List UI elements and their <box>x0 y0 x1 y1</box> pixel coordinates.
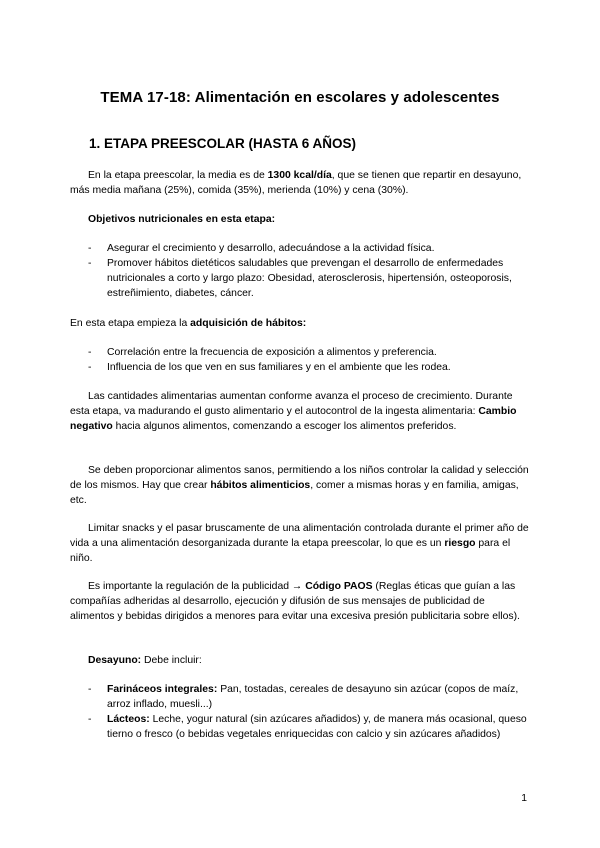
snacks-text: Limitar snacks y el pasar bruscamente de una alimentación controlada durante el primer año de vida a una alimentación desorganizada durante la etapa preescolar, lo que es un <box>70 523 529 549</box>
dash-bullet: - <box>88 362 92 373</box>
intro-text: En la etapa preescolar, la media es de <box>88 170 268 181</box>
paos-text: Es importante la regulación de la publicidad → <box>88 581 306 592</box>
snacks-text-end: para el niño. <box>70 538 511 564</box>
intro-kcal: 1300 kcal/día <box>267 170 332 181</box>
healthy-paragraph <box>70 463 532 508</box>
paos-paragraph <box>70 579 532 624</box>
habits-bold: adquisición de hábitos: <box>190 318 307 329</box>
paos-text-end: (Reglas éticas que guían a las compañías adheridas al desarrollo, ejecución y difusión de sus mensajes de publicidad de alimentos y bebidas dirigidos a menores para evitar una excesiva presión publicitaria sobre ellos). <box>70 581 520 622</box>
healthy-text-end: , comer a mismas horas y en familia, amigas, etc. <box>70 480 519 506</box>
objectives-heading: Objetivos nutricionales en esta etapa: <box>88 214 276 225</box>
breakfast-text: Debe incluir: <box>141 655 202 666</box>
list-item-text: Correlación entre la frecuencia de exposición a alimentos y preferencia. <box>107 347 437 358</box>
habits-paragraph <box>70 316 532 331</box>
list-item-text: Pan, tostadas, cereales de desayuno sin azúcar (copos de maíz, arroz inflado, muesli...) <box>107 684 519 710</box>
list-item <box>88 345 528 360</box>
list-item <box>88 682 528 712</box>
quantities-paragraph <box>70 389 532 434</box>
list-item-bold: Lácteos: <box>107 714 150 725</box>
section-heading: 1. ETAPA PREESCOLAR (HASTA 6 AÑOS) <box>89 136 357 151</box>
list-item <box>88 360 528 375</box>
page-title: TEMA 17-18: Alimentación en escolares y adolescentes <box>100 89 500 106</box>
breakfast-heading <box>88 653 202 668</box>
intro-paragraph <box>70 168 532 198</box>
quantities-text: Las cantidades alimentarias aumentan conforme avanza el proceso de crecimiento. Durante esta etapa, va madurando el gusto alimentario y el autocontrol de la ingesta alimentaria: <box>70 391 513 417</box>
paos-bold: Código PAOS <box>305 581 373 592</box>
dash-bullet: - <box>88 684 92 695</box>
list-item <box>88 256 528 301</box>
breakfast-bold: Desayuno: <box>88 655 142 666</box>
dash-bullet: - <box>88 347 92 358</box>
healthy-text: Se deben proporcionar alimentos sanos, permitiendo a los niños controlar la calidad y selección de los mismos. Hay que crear <box>70 465 529 491</box>
habits-list <box>88 345 528 375</box>
dash-bullet: - <box>88 714 92 725</box>
list-item-text: Promover hábitos dietéticos saludables que prevengan el desarrollo de enfermedades nutricionales a corto y largo plazo: Obesidad, aterosclerosis, hipertensión, osteoporosis, estreñimiento, diabetes, cáncer. <box>107 258 512 299</box>
list-item-bold: Farináceos integrales: <box>107 684 218 695</box>
list-item-text: Leche, yogur natural (sin azúcares añadidos) y, de manera más ocasional, queso tierno o fresco (o bebidas vegetales enriquecidas con calcio y sin azúcares añadidos) <box>107 714 527 740</box>
list-item <box>88 712 528 742</box>
list-item <box>88 241 528 256</box>
dash-bullet: - <box>88 258 92 269</box>
quantities-text-end: hacia algunos alimentos, comenzando a escoger los alimentos preferidos. <box>112 421 457 432</box>
snacks-paragraph <box>70 521 532 566</box>
intro-text-end: , que se tienen que repartir en desayuno, más media mañana (25%), comida (35%), merienda (10%) y cena (30%). <box>70 170 522 196</box>
healthy-bold: hábitos alimenticios <box>210 480 311 491</box>
list-item-text: Asegurar el crecimiento y desarrollo, adecuándose a la actividad física. <box>107 243 435 254</box>
habits-text: En esta etapa empieza la <box>70 318 191 329</box>
dash-bullet: - <box>88 243 92 254</box>
objectives-list <box>88 241 528 301</box>
quantities-bold: Cambio negativo <box>70 406 517 432</box>
breakfast-list <box>88 682 528 742</box>
snacks-bold: riesgo <box>444 538 476 549</box>
page-number: 1 <box>521 793 527 804</box>
list-item-text: Influencia de los que ven en sus familiares y en el ambiente que les rodea. <box>107 362 451 373</box>
